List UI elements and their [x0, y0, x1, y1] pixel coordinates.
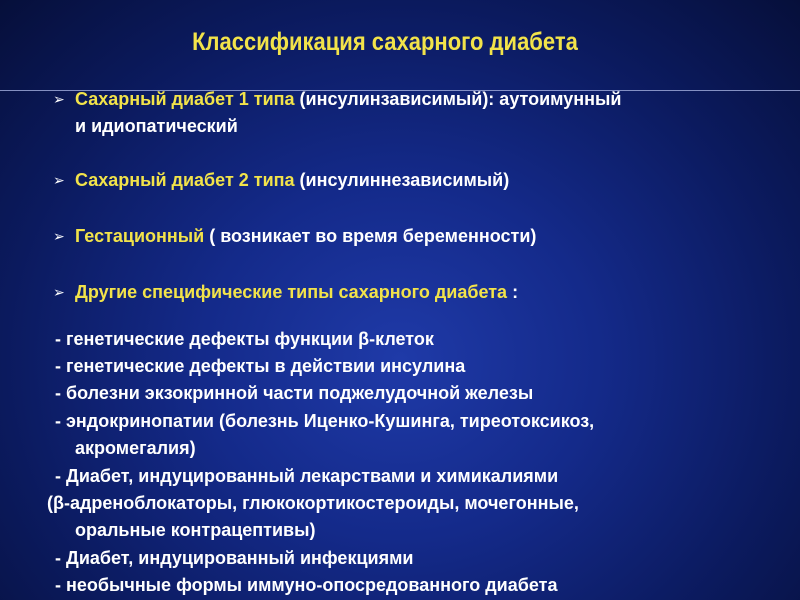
bullet-highlight: Другие специфические типы сахарного диабета	[75, 282, 508, 302]
sub-item: - Диабет, индуцированный лекарствами и химикалиями	[55, 466, 559, 486]
sub-item: - генетические дефекты в действии инсулина	[55, 356, 466, 376]
bullet-highlight: Сахарный диабет 2 типа	[75, 170, 295, 190]
slide-title: Классификация сахарного диабета	[192, 28, 578, 56]
bullet-text: ( возникает во время беременности)	[204, 226, 537, 246]
bullet-text-line2: и идиопатический	[75, 116, 238, 136]
sub-item: - Диабет, индуцированный инфекциями	[55, 548, 414, 568]
arrow-bullet-icon: ➢	[53, 284, 65, 300]
arrow-bullet-icon: ➢	[53, 172, 65, 188]
sub-item: - болезни экзокринной части поджелудочной железы	[55, 383, 534, 403]
sub-item: (β-адреноблокаторы, глюкокортикостероиды, мочегонные,	[47, 493, 579, 513]
arrow-bullet-icon: ➢	[53, 91, 65, 107]
bullet-text: (инсулинзависимый): аутоимунный	[294, 89, 622, 109]
bullet-text: :	[507, 282, 519, 302]
bullet-highlight: Гестационный	[75, 226, 205, 246]
sub-item: акромегалия)	[75, 438, 196, 458]
bullet-highlight: Сахарный диабет 1 типа	[75, 89, 295, 109]
sub-item: - необычные формы иммуно-опосредованного диабета	[55, 575, 558, 595]
arrow-bullet-icon: ➢	[53, 228, 65, 244]
bullet-text: (инсулиннезависимый)	[294, 170, 510, 190]
sub-item: - генетические дефекты функции β-клеток	[55, 329, 434, 349]
sub-item: оральные контрацептивы)	[75, 520, 316, 540]
sub-item: - эндокринопатии (болезнь Иценко-Кушинга, тиреотоксикоз,	[55, 411, 595, 431]
